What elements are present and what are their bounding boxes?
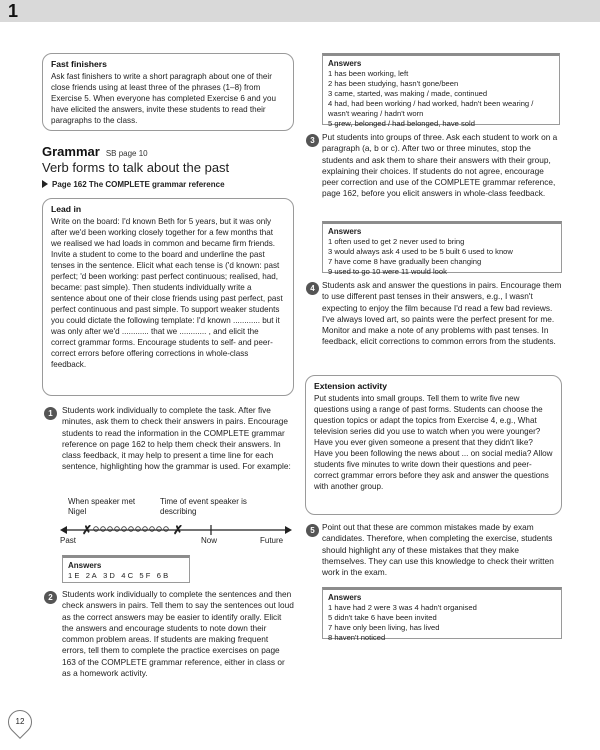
timeline-arrow-left: [60, 526, 67, 534]
grammar-ref-text: Page 162 The COMPLETE grammar reference: [52, 180, 225, 189]
answers-3-title: Answers: [328, 227, 362, 236]
grammar-reference-line: [42, 180, 225, 189]
step-5-text: Point out that these are common mistakes made by exam candidates. Therefore, when completing the exercise, students should highlight any of these mistakes that they make themselves. They can use this knowledge to check their written work in the exam.: [322, 522, 554, 578]
step-3: [322, 132, 562, 200]
step-5-number: 5: [306, 524, 319, 537]
answers-2-row: 5 grew, belonged / had belonged, have sold: [328, 119, 475, 128]
answer-5: 5 F: [139, 571, 151, 580]
answer-4: 4 C: [121, 571, 134, 580]
step-3-number: 3: [306, 134, 319, 147]
timeline-past: Past: [60, 536, 77, 545]
answers-2-row: 3 came, started, was making / made, continued: [328, 89, 488, 98]
answer-3: 3 D: [103, 571, 115, 580]
step-1-text: Students work individually to complete the task. After five minutes, ask them to check their answers in pairs. Encourage students to read the information in the COMPLETE grammar reference on page 162 to help them check their answers. In class feedback, it may help to present a time line for each sentence, highlighting how the grammar is used. For example:: [62, 405, 291, 472]
timeline-diagram: [60, 518, 292, 548]
timeline-label-speaker: When speaker met Nigel: [68, 497, 136, 516]
answers-2-row: 1 has been working, left: [328, 69, 409, 78]
step-2-text: Students work individually to complete the sentences and then check answers in pairs. Tell them to say the sentences out loud as the correct answers may be easier to identify orally. Elicit the answers and encourage students to note down their common problem areas. If students are making frequent errors, tell them to complete the practice exercises on page 163 of the COMPLETE grammar reference, either in class or as a homework activity.: [62, 589, 294, 679]
answers-3-row: 9 used to go 10 were 11 would look: [328, 267, 447, 276]
page-number-badge: [3, 705, 37, 739]
answers-3-row: 7 have come 8 have gradually been changing: [328, 257, 482, 266]
timeline-label-event: Time of event speaker is describing: [160, 497, 247, 516]
arrow-icon: [42, 180, 48, 188]
step-4-text: Students ask and answer the questions in pairs. Encourage them to use different past tenses in their answers, e.g., I wasn't expecting to enjoy the film because I'd read a few bad reviews. I've always loved art, so paints were the perfect present for me. Monitor and make a note of any problems with past tenses. In feedback, elicit corrections to common errors from the students.: [322, 280, 562, 347]
step-1: [62, 405, 294, 473]
answer-6: 6 B: [156, 571, 169, 580]
lead-in-box: [42, 198, 294, 396]
step-5: [322, 522, 562, 578]
fast-finishers-text: Ask fast finishers to write a short paragraph about one of their close friends using at least three of the phrases (1–8) from Exercise 5. When everyone has completed Exercise 6 and you have elicited the answers, invite these students to read their paragraphs to the class.: [51, 72, 276, 125]
grammar-heading: [42, 144, 148, 159]
step-2: [62, 589, 294, 679]
timeline-cross-1: ✗: [82, 523, 93, 537]
timeline-now: Now: [201, 536, 218, 545]
answers-2-title: Answers: [328, 59, 362, 68]
answers-1-title: Answers: [68, 561, 102, 570]
answers-3-row: 1 often used to get 2 never used to bring: [328, 237, 465, 246]
page-number: 12: [15, 717, 25, 726]
answers-5-row: 7 have only been living, has lived: [328, 623, 440, 632]
step-4-number: 4: [306, 282, 319, 295]
answers-5-box: [322, 587, 562, 642]
step-4: [322, 280, 562, 348]
grammar-subtitle: Verb forms to talk about the past: [42, 160, 230, 175]
extension-activity-title: Extension activity: [314, 381, 388, 391]
grammar-label: Grammar: [42, 144, 100, 159]
timeline-dots: [94, 527, 169, 532]
answers-2-row: 2 has been studying, hasn't gone/been: [328, 79, 459, 88]
answers-1-row: [68, 571, 184, 581]
step-1-number: 1: [44, 407, 57, 420]
answers-5-row: 8 haven't noticed: [328, 633, 386, 642]
answers-3-box: [322, 221, 562, 276]
answers-1-box: [62, 555, 190, 583]
lead-in-title: Lead in: [51, 204, 82, 214]
answer-1: 1 E: [68, 571, 80, 580]
timeline-cross-2: ✗: [173, 523, 184, 537]
lead-in-text: Write on the board: I'd known Beth for 5 years, but it was only after we'd been working closely together for a few months that we realised we had loads in common and became firm friends. Invite a student to come to the board and underline the past tenses in the sentence. Elicit what each tense is ('d known: past perfect; 'd been working: past perfect continuous; realised, had, became: past simple). Then students individually write a sentence about one of their close friends using past perfect, past perfect continuous and past simple. To support weaker students you could dictate the following template: I'd known ............ but it was only after we'd ............ that we ............ , and elicit the correct grammar forms. Encourage students to self- and peer-correct errors before offering corrections in whole-class feedback.: [51, 217, 283, 369]
step-2-number: 2: [44, 591, 57, 604]
answers-2-box: [322, 53, 560, 128]
answers-5-row: 1 have had 2 were 3 was 4 hadn't organised: [328, 603, 477, 612]
step-3-text: Put students into groups of three. Ask each student to work on a paragraph (a, b or c). After two or three minutes, stop the students and ask them to share their answers with their group, explaining their choices. If students do not agree, encourage peer correction and use of the COMPLETE grammar reference, page 162, before you elicit answers in whole-class feedback.: [322, 132, 558, 199]
extension-activity-box: [305, 375, 562, 515]
grammar-sb-ref: SB page 10: [105, 149, 148, 158]
answers-5-row: 5 didn't take 6 have been invited: [328, 613, 437, 622]
timeline-future: Future: [260, 536, 284, 545]
answers-3-row: 3 would always ask 4 used to be 5 built 6 used to know: [328, 247, 513, 256]
timeline-arrow-right: [285, 526, 292, 534]
fast-finishers-box: [42, 53, 294, 131]
answers-5-title: Answers: [328, 593, 362, 602]
answers-2-row: 4 had, had been working / had worked, hadn't been wearing / wasn't wearing / hadn't worn: [328, 99, 534, 118]
answer-2: 2 A: [85, 571, 97, 580]
extension-activity-text: Put students into small groups. Tell them to write five new questions using a range of past forms. Students can choose the question topics or adapt the topics from Exercise 4, e.g., What television series did you use to watch when you were younger? Have you ever given someone a present that they didn't like? Have you been following the news about ... on social media? Allow students five minutes to write down their questions and peer-correct grammar errors before they ask and answer the questions with another group.: [314, 394, 553, 491]
fast-finishers-title: Fast finishers: [51, 59, 107, 69]
unit-number: 1: [8, 1, 19, 21]
top-bar: [0, 0, 600, 22]
